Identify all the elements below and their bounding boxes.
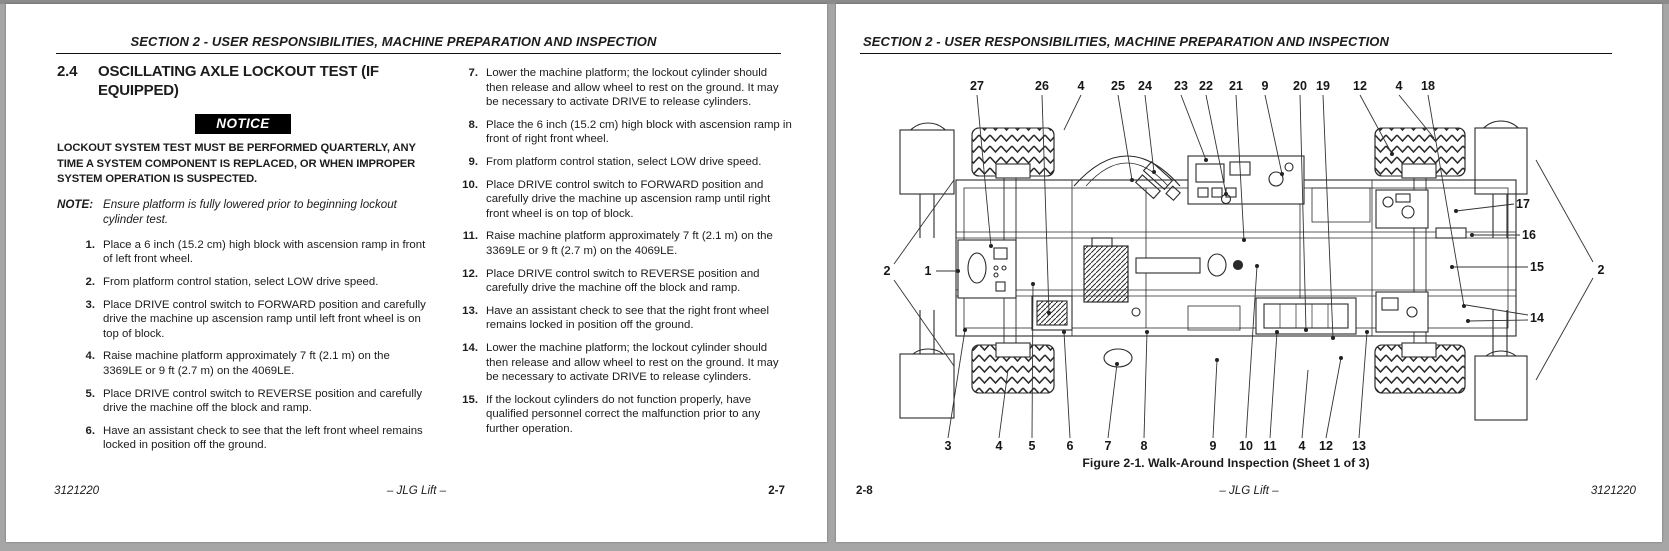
callout-bottom-8: 11 (1263, 439, 1277, 450)
page-number: 2-7 (768, 484, 785, 497)
callout-bottom-9: 4 (1298, 439, 1306, 450)
callout-top-3: 25 (1111, 79, 1125, 93)
callout-bottom-11: 13 (1352, 439, 1366, 450)
step-text: From platform control station, select LOW drive speed. (103, 275, 379, 288)
step-number: 14. (462, 341, 478, 354)
callout-bottom-10: 12 (1319, 439, 1333, 450)
step-text: If the lockout cylinders do not function properly, have qualified personnel correct the malfunction prior to any further operation. (486, 393, 761, 435)
callout-top-9: 20 (1293, 79, 1307, 93)
step-text: Raise machine platform approximately 7 ft (2.1 m) on the 3369LE or 9 ft (2.7 m) on the 4069LE. (103, 350, 390, 377)
step-item (440, 341, 792, 385)
step-text: Place DRIVE control switch to FORWARD position and carefully drive the machine up ascension ramp until right front wheel is on top of block. (486, 178, 771, 220)
step-item (57, 424, 429, 453)
callout-top-13: 18 (1421, 79, 1435, 93)
left-column (57, 62, 429, 461)
step-text: Lower the machine platform; the lockout cylinder should then release and allow wheel to rest on the ground. It may be necessary to activate DRIVE to release cylinders. (486, 67, 779, 109)
step-number: 9. (468, 155, 478, 168)
callout-bottom-0: 3 (944, 439, 952, 450)
walk-around-diagram-svg (836, 68, 1662, 450)
step-number: 12. (462, 267, 478, 280)
callout-top-11: 12 (1353, 79, 1367, 93)
footer-brand: – JLG Lift – (1219, 484, 1279, 497)
callout-bottom-5: 8 (1140, 439, 1148, 450)
callout-right-0: 17 (1516, 197, 1530, 211)
callout-top-12: 4 (1395, 79, 1403, 93)
step-item (440, 267, 792, 296)
footer-brand: – JLG Lift – (386, 484, 447, 497)
right-column (440, 66, 792, 444)
step-text: Place DRIVE control switch to FORWARD position and carefully drive the machine up ascension ramp until left front wheel is on top of block. (103, 298, 426, 340)
callout-top-10: 19 (1316, 79, 1330, 93)
doc-number: 3121220 (54, 484, 100, 497)
note (57, 197, 429, 227)
section-header: SECTION 2 - USER RESPONSIBILITIES, MACHINE PREPARATION AND INSPECTION (130, 34, 657, 49)
step-text: Place DRIVE control switch to REVERSE position and carefully drive the machine off the block and ramp. (486, 267, 760, 295)
step-item (57, 349, 429, 378)
step-text: Have an assistant check to see that the right front wheel remains locked in position off the ground. (486, 304, 770, 332)
step-item (57, 238, 429, 267)
step-number: 5. (85, 387, 95, 400)
header-rule (860, 53, 1612, 54)
step-text: Place a 6 inch (15.2 cm) high block with ascension ramp in front of left front wheel. (103, 238, 426, 266)
callout-bottom-6: 9 (1209, 439, 1217, 450)
page-2-7 (6, 4, 827, 542)
step-item (440, 118, 792, 147)
callout-right-4: 2 (1597, 263, 1605, 277)
page-number: 2-8 (856, 484, 873, 497)
callout-top-6: 22 (1199, 79, 1213, 93)
step-number: 7. (468, 67, 478, 79)
callout-left-1: 1 (924, 264, 932, 278)
step-number: 3. (85, 298, 95, 311)
callout-top-0: 27 (970, 79, 984, 93)
figure-caption: Figure 2-1. Walk-Around Inspection (Sheet 1 of 3) (1082, 456, 1370, 470)
callout-bottom-3: 6 (1066, 439, 1074, 450)
note-text: Ensure platform is fully lowered prior to beginning lockout cylinder test. (103, 197, 397, 226)
step-number: 4. (85, 350, 95, 363)
step-number: 15. (462, 393, 478, 406)
callout-top-5: 23 (1174, 79, 1188, 93)
callout-top-8: 9 (1261, 79, 1269, 93)
walk-around-diagram (836, 68, 1662, 450)
notice-text: LOCKOUT SYSTEM TEST MUST BE PERFORMED QUARTERLY, ANY TIME A SYSTEM COMPONENT IS REPLACED, OR WHEN IMPROPER SYSTEM OPERATION IS SUSPECTED. (57, 142, 416, 186)
step-item (440, 178, 792, 222)
callout-top-2: 4 (1077, 79, 1085, 93)
callout-right-3: 14 (1530, 311, 1544, 325)
step-text: Lower the machine platform; the lockout cylinder should then release and allow wheel to rest on the ground. It may be necessary to activate DRIVE to release cylinders. (486, 341, 779, 384)
callout-top-4: 24 (1138, 79, 1152, 93)
notice-banner: NOTICE (195, 114, 291, 134)
step-number: 6. (85, 424, 95, 437)
callout-top-1: 26 (1035, 79, 1049, 93)
step-item (440, 393, 792, 437)
step-number: 11. (462, 230, 478, 243)
step-item (440, 304, 792, 333)
step-item (440, 155, 792, 170)
step-item (57, 298, 429, 342)
step-item (440, 66, 792, 110)
step-text: From platform control station, select LOW drive speed. (486, 155, 762, 168)
section-title-text: OSCILLATING AXLE LOCKOUT TEST (IF EQUIPPED) (98, 63, 379, 99)
step-number: 13. (462, 304, 478, 317)
step-number: 8. (468, 118, 478, 131)
callout-right-2: 15 (1530, 260, 1544, 274)
callout-bottom-4: 7 (1104, 439, 1112, 450)
step-item (57, 387, 429, 416)
step-number: 1. (85, 238, 95, 251)
step-number: 2. (85, 275, 95, 288)
page-2-8 (836, 4, 1662, 542)
section-title (57, 62, 429, 100)
header-rule (56, 53, 781, 54)
step-number: 10. (462, 178, 478, 191)
section-header: SECTION 2 - USER RESPONSIBILITIES, MACHINE PREPARATION AND INSPECTION (863, 34, 1389, 49)
step-item (57, 275, 429, 290)
step-item (440, 229, 792, 258)
callout-bottom-2: 5 (1028, 439, 1036, 450)
step-text: Place DRIVE control switch to REVERSE position and carefully drive the machine off the block and ramp. (103, 387, 423, 415)
machine-drawing (900, 121, 1527, 420)
callout-right-1: 16 (1522, 228, 1536, 242)
note-label: NOTE: (57, 197, 94, 211)
step-text: Have an assistant check to see that the left front wheel remains locked in position off the ground. (103, 424, 423, 452)
callout-bottom-1: 4 (995, 439, 1003, 450)
step-text: Place the 6 inch (15.2 cm) high block with ascension ramp in front of right front wheel. (486, 118, 792, 146)
step-text: Raise machine platform approximately 7 ft (2.1 m) on the 3369LE or 9 ft (2.7 m) on the 4069LE. (486, 230, 773, 257)
callout-top-7: 21 (1229, 79, 1243, 93)
section-number: 2.4 (57, 63, 78, 80)
callout-left-0: 2 (883, 264, 891, 278)
callout-bottom-7: 10 (1239, 439, 1253, 450)
doc-number: 3121220 (1590, 484, 1636, 497)
